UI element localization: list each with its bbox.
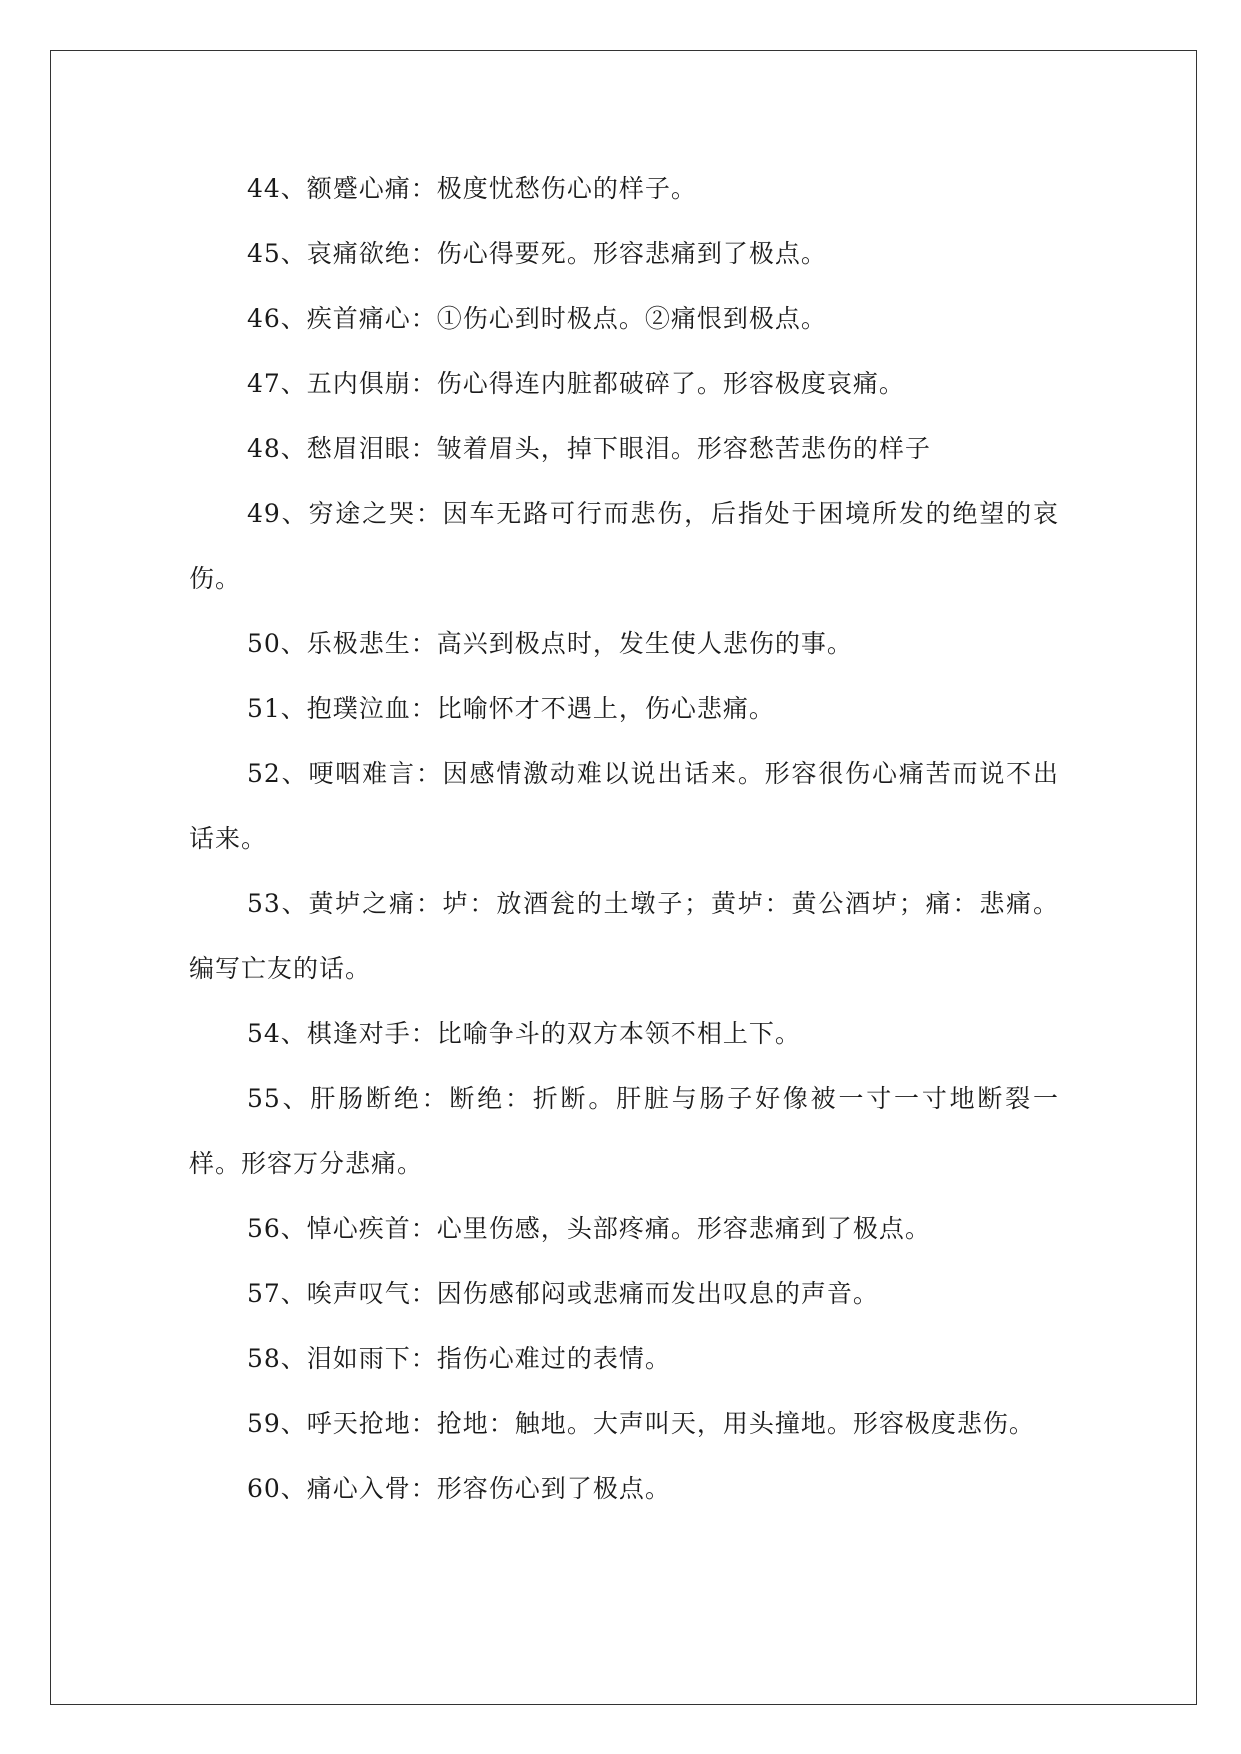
- idiom-entry-44: 44、额蹙心痛：极度忧愁伤心的样子。: [247, 174, 697, 203]
- idiom-entry-49: 49、穷途之哭：因车无路可行而悲伤，后指处于困境所发的绝望的哀伤。: [189, 499, 1059, 593]
- idiom-entry-59: 59、呼天抢地：抢地：触地。大声叫天，用头撞地。形容极度悲伤。: [247, 1409, 1035, 1438]
- idiom-entry-57: 57、唉声叹气：因伤感郁闷或悲痛而发出叹息的声音。: [247, 1279, 879, 1308]
- idiom-entry-52: 52、哽咽难言：因感情激动难以说出话来。形容很伤心痛苦而说不出话来。: [189, 759, 1059, 853]
- idiom-entry-47: 47、五内俱崩：伤心得连内脏都破碎了。形容极度哀痛。: [247, 369, 905, 398]
- idiom-entry-56: 56、悼心疾首：心里伤感，头部疼痛。形容悲痛到了极点。: [247, 1214, 931, 1243]
- idiom-entry-46: 46、疾首痛心：①伤心到时极点。②痛恨到极点。: [247, 304, 827, 333]
- idiom-entry-58: 58、泪如雨下：指伤心难过的表情。: [247, 1344, 671, 1373]
- idiom-entry-53: 53、黄垆之痛：垆：放酒瓮的土墩子；黄垆：黄公酒垆；痛：悲痛。编写亡友的话。: [189, 889, 1059, 983]
- idiom-entry-55: 55、肝肠断绝：断绝：折断。肝脏与肠子好像被一寸一寸地断裂一样。形容万分悲痛。: [189, 1084, 1059, 1178]
- idiom-list: [189, 156, 1059, 1521]
- idiom-entry-54: 54、棋逢对手：比喻争斗的双方本领不相上下。: [247, 1019, 801, 1048]
- idiom-entry-50: 50、乐极悲生：高兴到极点时，发生使人悲伤的事。: [247, 629, 853, 658]
- idiom-entry-48: 48、愁眉泪眼：皱着眉头，掉下眼泪。形容愁苦悲伤的样子: [247, 434, 931, 463]
- idiom-entry-60: 60、痛心入骨：形容伤心到了极点。: [247, 1474, 671, 1503]
- idiom-entry-51: 51、抱璞泣血：比喻怀才不遇上，伤心悲痛。: [247, 694, 775, 723]
- idiom-entry-45: 45、哀痛欲绝：伤心得要死。形容悲痛到了极点。: [247, 239, 827, 268]
